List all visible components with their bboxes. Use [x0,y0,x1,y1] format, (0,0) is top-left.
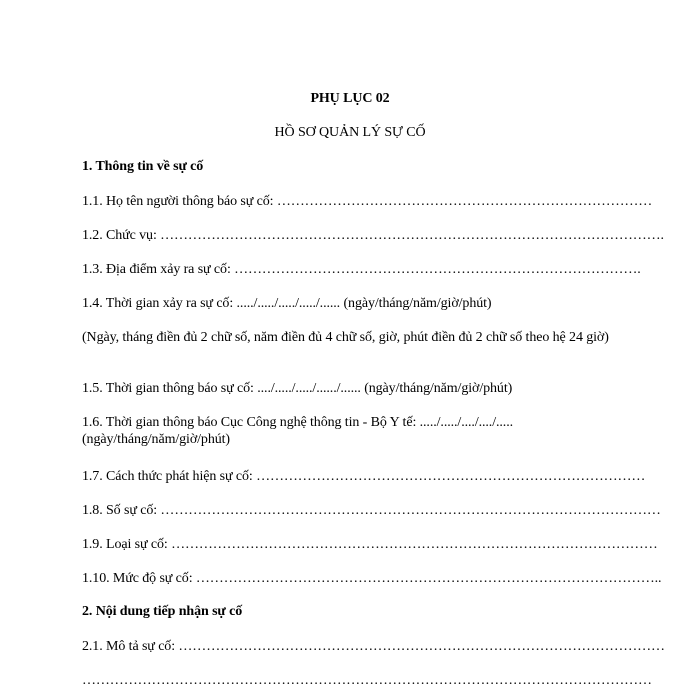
document-subtitle: HỒ SƠ QUẢN LÝ SỰ CỐ [274,125,426,140]
field-incident-number: 1.8. Số sự cố: ……………………………………………………………………………………………… [82,503,661,518]
field-incident-description-continued: …………………………………………………………………………………………………………… [82,673,652,688]
field-incident-severity: 1.10. Mức độ sự cố: ……………………………………………………………………………………….. [82,571,662,586]
field-incident-description: 2.1. Mô tả sự cố: …………………………………………………………………………………………… [82,639,665,654]
field-ministry-report-time: 1.6. Thời gian thông báo Cục Công nghệ thông tin - Bộ Y tế: ...../...../..../..../..... (ngày/tháng/năm/giờ/phút) [82,415,513,447]
time-format-note: (Ngày, tháng điền đủ 2 chữ số, năm điền đủ 4 chữ số, giờ, phút điền đủ 2 chữ số theo hệ 24 giờ) [82,330,609,345]
field-reporter-name: 1.1. Họ tên người thông báo sự cố: ……………………………………………………………………… [82,194,653,209]
field-position: 1.2. Chức vụ: ………………………………………………………………………………………………. [82,228,664,243]
field-incident-location: 1.3. Địa điểm xảy ra sự cố: ……………………………………………………………………………. [82,262,641,277]
field-report-time: 1.5. Thời gian thông báo sự cố: ..../...../...../....../...... (ngày/tháng/năm/giờ/phút) [82,381,513,396]
section-2-heading: 2. Nội dung tiếp nhận sự cố [82,604,243,619]
appendix-title: PHỤ LỤC 02 [310,91,390,106]
section-1-heading: 1. Thông tin về sự cố [82,159,204,174]
field-detection-method: 1.7. Cách thức phát hiện sự cố: ………………………………………………………………………… [82,469,646,484]
field-incident-type: 1.9. Loại sự cố: …………………………………………………………………………………………… [82,537,658,552]
field-incident-time: 1.4. Thời gian xảy ra sự cố: ...../...../...../...../...... (ngày/tháng/năm/giờ/phút) [82,296,492,311]
